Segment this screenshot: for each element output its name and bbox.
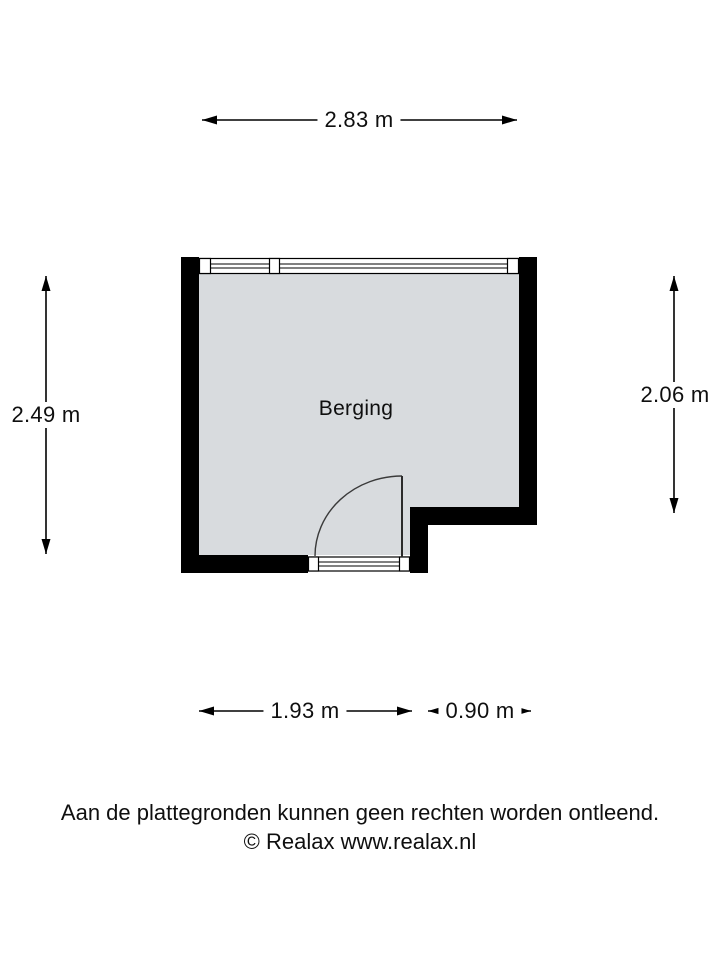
dim-label-right-height: 2.06 m [633, 382, 716, 408]
disclaimer-text: Aan de plattegronden kunnen geen rechten worden ontleend. [60, 800, 660, 825]
footer [0, 799, 720, 856]
dim-label-bottom-left-width: 1.93 m [263, 698, 346, 724]
dim-label-bottom-right-width: 0.90 m [438, 698, 521, 724]
wall-notch-horizontal [410, 507, 537, 525]
window-post-left [200, 259, 211, 274]
wall-bottom-left [181, 555, 308, 573]
window-mullion [270, 259, 280, 274]
window-post-right [508, 259, 519, 274]
copyright-text: © Realax www.realax.nl [243, 828, 477, 854]
wall-right [519, 257, 537, 525]
window-top [200, 259, 519, 274]
wall-left [181, 257, 199, 573]
dim-label-top-width: 2.83 m [317, 107, 400, 133]
dim-label-left-height: 2.49 m [4, 402, 87, 428]
door-post-left [309, 557, 319, 571]
door-threshold [309, 557, 410, 571]
room-name-label: Berging [318, 397, 394, 420]
wall-door-right-vertical [410, 507, 428, 573]
door-post-right [400, 557, 410, 571]
